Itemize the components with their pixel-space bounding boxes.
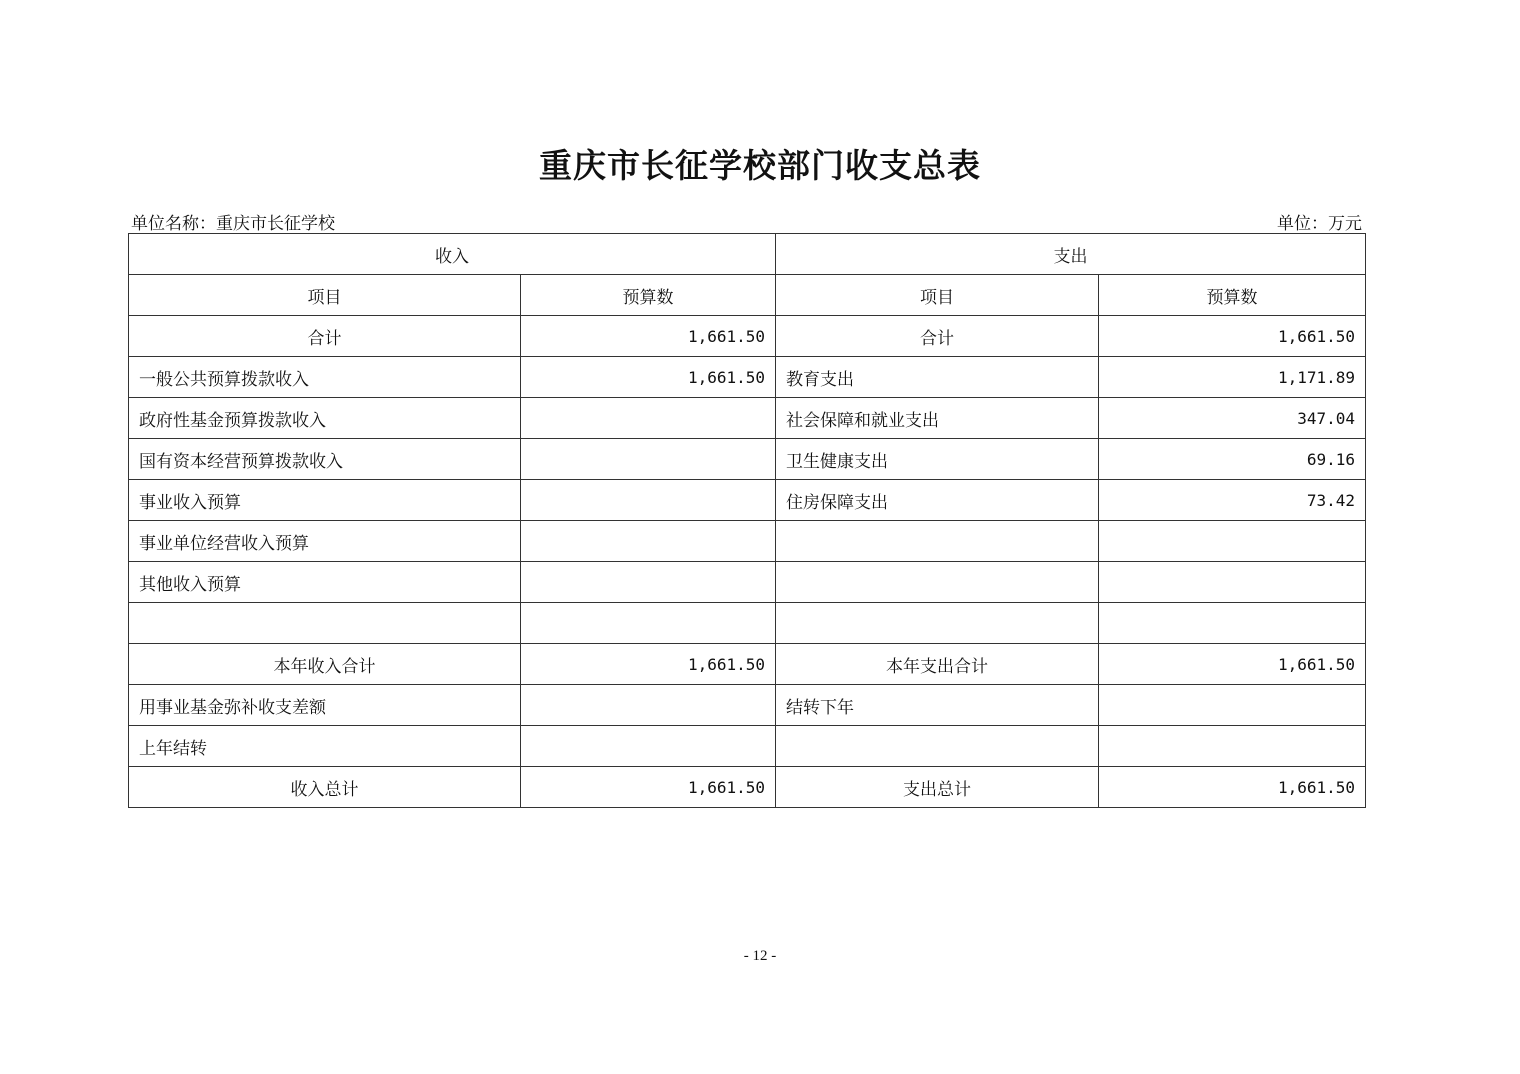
income-value-cell [521, 603, 776, 644]
table-row [129, 603, 1366, 644]
income-section-header: 收入 [129, 234, 776, 275]
income-item-cell: 事业收入预算 [129, 480, 521, 521]
expense-value-cell [1099, 603, 1366, 644]
expense-section-header: 支出 [776, 234, 1366, 275]
income-item-cell: 其他收入预算 [129, 562, 521, 603]
income-item-cell: 上年结转 [129, 726, 521, 767]
table-row [129, 644, 1366, 685]
expense-budget-header: 预算数 [1099, 275, 1366, 316]
expense-item-cell: 住房保障支出 [776, 480, 1099, 521]
income-value-cell: 1,661.50 [521, 357, 776, 398]
income-item-cell: 政府性基金预算拨款收入 [129, 398, 521, 439]
table-row [129, 562, 1366, 603]
income-item-cell [129, 603, 521, 644]
expense-item-cell [776, 726, 1099, 767]
table-row [129, 521, 1366, 562]
income-value-cell: 1,661.50 [521, 767, 776, 808]
unit-label: 单位：万元 [1277, 214, 1362, 234]
income-value-cell: 1,661.50 [521, 644, 776, 685]
expense-item-cell: 结转下年 [776, 685, 1099, 726]
expense-item-cell [776, 521, 1099, 562]
table-row [129, 767, 1366, 808]
income-item-cell: 合计 [129, 316, 521, 357]
unit-name-label: 单位名称：重庆市长征学校 [131, 214, 335, 234]
income-item-cell: 收入总计 [129, 767, 521, 808]
expense-item-cell: 合计 [776, 316, 1099, 357]
table-row [129, 726, 1366, 767]
budget-summary-table [128, 233, 1366, 808]
table-row [129, 685, 1366, 726]
income-budget-header: 预算数 [521, 275, 776, 316]
income-value-cell [521, 521, 776, 562]
expense-item-cell [776, 562, 1099, 603]
expense-value-cell: 1,661.50 [1099, 316, 1366, 357]
table-row [129, 398, 1366, 439]
expense-value-cell: 1,661.50 [1099, 767, 1366, 808]
table-row [129, 439, 1366, 480]
income-item-cell: 用事业基金弥补收支差额 [129, 685, 521, 726]
income-value-cell [521, 439, 776, 480]
page-title: 重庆市长征学校部门收支总表 [539, 146, 981, 185]
table-row [129, 316, 1366, 357]
expense-item-cell: 支出总计 [776, 767, 1099, 808]
income-value-cell [521, 398, 776, 439]
income-item-cell: 事业单位经营收入预算 [129, 521, 521, 562]
income-value-cell [521, 726, 776, 767]
expense-item-cell [776, 603, 1099, 644]
section-header-row [129, 234, 1366, 275]
column-header-row [129, 275, 1366, 316]
expense-value-cell [1099, 726, 1366, 767]
expense-value-cell: 347.04 [1099, 398, 1366, 439]
income-item-cell: 本年收入合计 [129, 644, 521, 685]
income-item-header: 项目 [129, 275, 521, 316]
income-item-cell: 国有资本经营预算拨款收入 [129, 439, 521, 480]
expense-item-header: 项目 [776, 275, 1099, 316]
expense-item-cell: 社会保障和就业支出 [776, 398, 1099, 439]
expense-value-cell: 69.16 [1099, 439, 1366, 480]
income-value-cell [521, 685, 776, 726]
expense-item-cell: 教育支出 [776, 357, 1099, 398]
table-row [129, 357, 1366, 398]
income-item-cell: 一般公共预算拨款收入 [129, 357, 521, 398]
expense-item-cell: 卫生健康支出 [776, 439, 1099, 480]
income-value-cell [521, 480, 776, 521]
income-value-cell [521, 562, 776, 603]
expense-value-cell: 1,171.89 [1099, 357, 1366, 398]
expense-item-cell: 本年支出合计 [776, 644, 1099, 685]
expense-value-cell [1099, 562, 1366, 603]
expense-value-cell [1099, 521, 1366, 562]
expense-value-cell: 1,661.50 [1099, 644, 1366, 685]
expense-value-cell: 73.42 [1099, 480, 1366, 521]
page-number: - 12 - [743, 948, 777, 964]
income-value-cell: 1,661.50 [521, 316, 776, 357]
table-row [129, 480, 1366, 521]
expense-value-cell [1099, 685, 1366, 726]
